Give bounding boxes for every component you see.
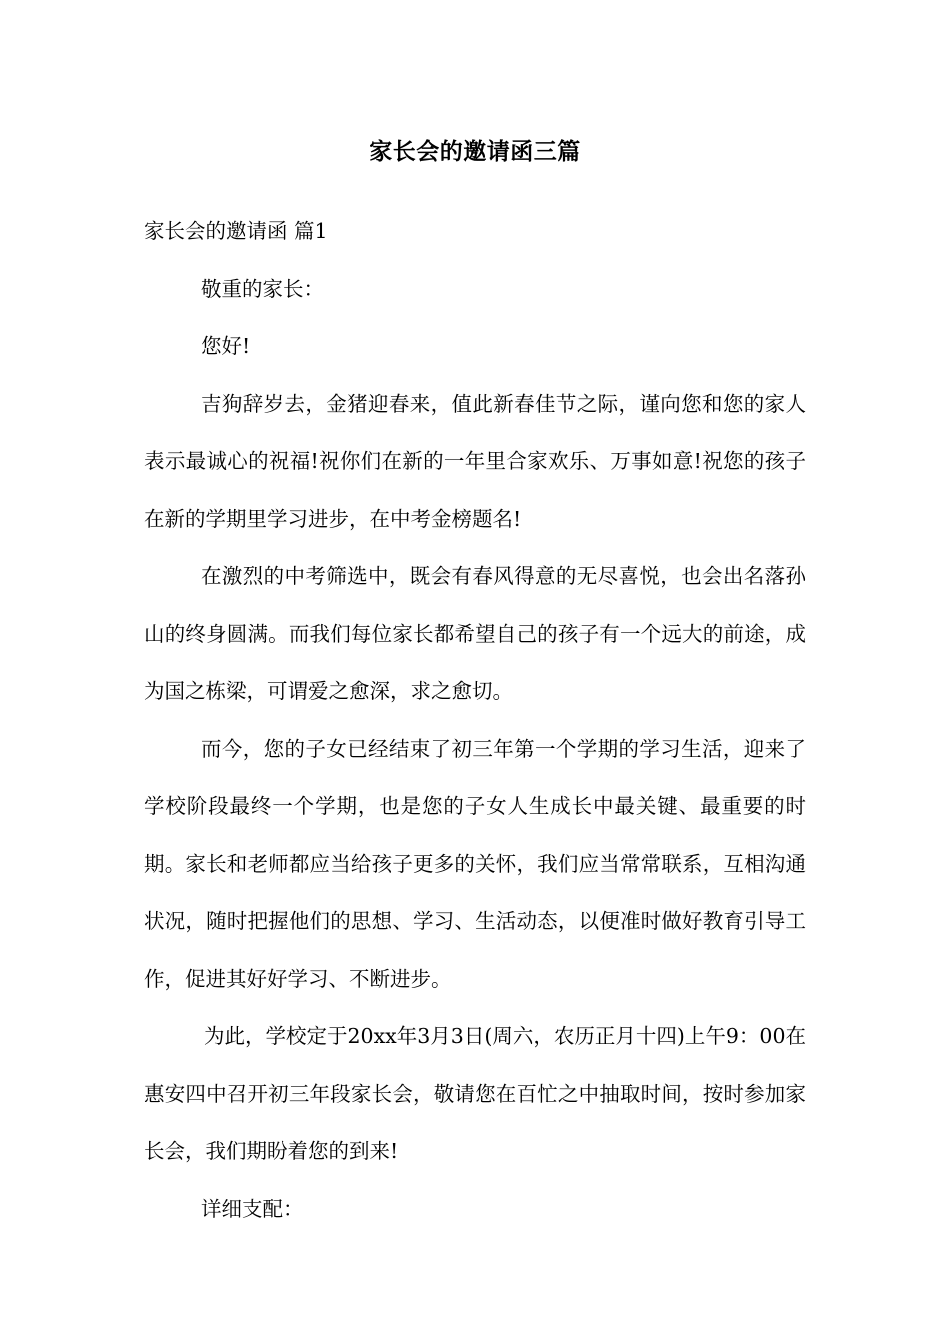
body-paragraph: 而今，您的子女已经结束了初三年第一个学期的学习生活，迎来了学校阶段最终一个学期，也是您的子女人生成长中最关键、最重要的时期。家长和老师都应当给孩子更多的关怀，我们应当常常联系，互相沟通状况，随时把握他们的思想、学习、生活动态，以便准时做好教育引导工作，促进其好好学习、不断进步。 [144, 736, 806, 991]
document-title: 家长会的邀请函三篇 [369, 138, 581, 165]
body-paragraph: 为此，学校定于20xx年3月3日(周六，农历正月十四)上午9：00在惠安四中召开初三年段家长会，敬请您在百忙之中抽取时间，按时参加家长会，我们期盼着您的到来! [144, 1024, 806, 1163]
details-label: 详细支配： [201, 1196, 304, 1221]
document-body [144, 203, 806, 1238]
salutation-line: 您好! [201, 334, 251, 358]
body-paragraph: 吉狗辞岁去，金猪迎春来，值此新春佳节之际，谨向您和您的家人表示最诚心的祝福!祝你们在新的一年里合家欢乐、万事如意!祝您的孩子在新的学期里学习进步，在中考金榜题名! [144, 391, 806, 531]
body-paragraph: 在激烈的中考筛选中，既会有春风得意的无尽喜悦，也会出名落孙山的终身圆满。而我们每位家长都希望自己的孩子有一个远大的前途，成为国之栋梁，可谓爱之愈深，求之愈切。 [144, 564, 806, 703]
greeting-line: 敬重的家长： [201, 276, 324, 301]
section-heading: 家长会的邀请函 篇1 [144, 219, 328, 243]
